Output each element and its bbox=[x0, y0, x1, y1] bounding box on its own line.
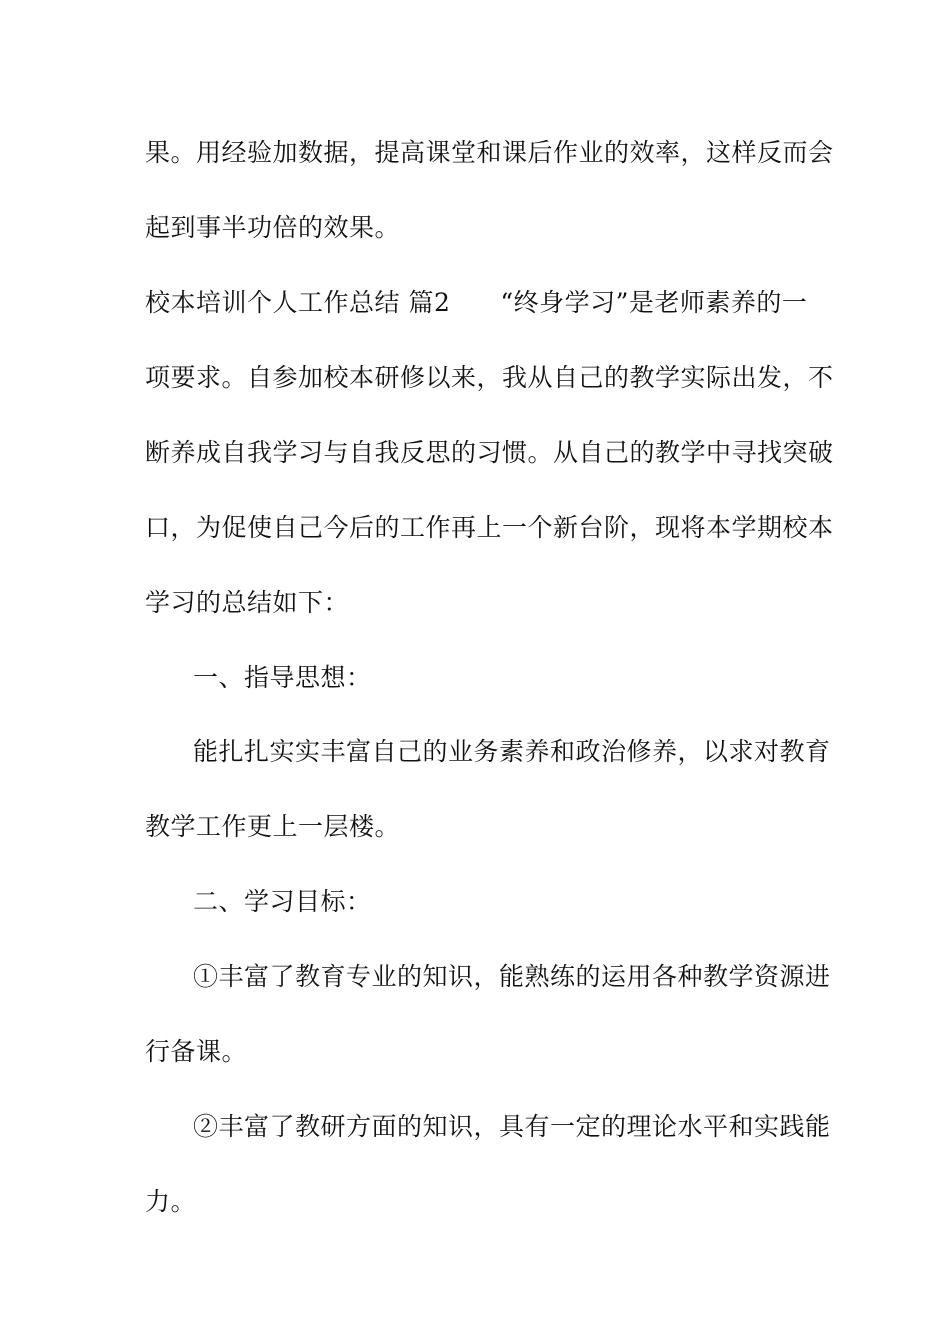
paragraph-line-8: 教学工作更上一层楼。 bbox=[145, 812, 401, 841]
list-item-2-line-2: 力。 bbox=[145, 1187, 197, 1216]
paragraph-line-2: 起到事半功倍的效果。 bbox=[145, 213, 401, 242]
paragraph-line-3: 项要求。自参加校本研修以来，我从自己的教学实际出发，不 bbox=[145, 363, 834, 392]
section-first-text: “终身学习”是老师素养的一 bbox=[500, 288, 808, 317]
paragraph-line-6: 学习的总结如下： bbox=[145, 588, 350, 617]
list-item-1-line-2: 行备课。 bbox=[145, 1037, 248, 1066]
paragraph-line-1: 果。用经验加数据，提高课堂和课后作业的效率，这样反而会 bbox=[145, 138, 834, 167]
paragraph-line-5: 口，为促使自己今后的工作再上一个新台阶，现将本学期校本 bbox=[145, 513, 834, 542]
section-title: 校本培训个人工作总结 篇2 bbox=[145, 288, 451, 317]
paragraph-line-7: 能扎扎实实丰富自己的业务素养和政治修养，以求对教育 bbox=[193, 737, 831, 766]
section-heading-line bbox=[145, 288, 808, 318]
subheading-guiding-thought: 一、指导思想： bbox=[193, 663, 372, 692]
list-item-2-line-1: ②丰富了教研方面的知识，具有一定的理论水平和实践能 bbox=[193, 1112, 831, 1141]
list-item-1-line-1: ①丰富了教育专业的知识，能熟练的运用各种教学资源进 bbox=[193, 962, 831, 991]
subheading-learning-goals: 二、学习目标： bbox=[193, 887, 372, 916]
paragraph-line-4: 断养成自我学习与自我反思的习惯。从自己的教学中寻找突破 bbox=[145, 438, 834, 467]
